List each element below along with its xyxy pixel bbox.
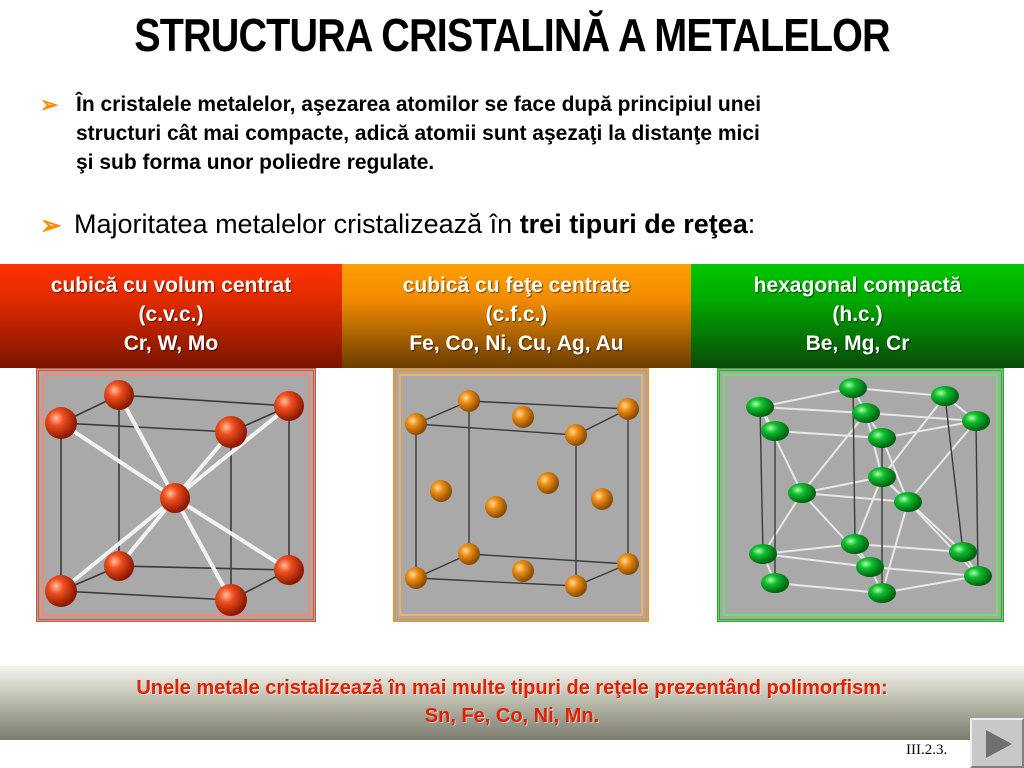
bullet-line-3: şi sub forma unor poliedre regulate. (76, 151, 435, 174)
lattice-name: cubică cu feţe centrate (402, 274, 631, 297)
next-slide-icon (986, 730, 1012, 758)
bullet-compact-structure (40, 90, 1015, 177)
fcc-lattice-image (393, 368, 649, 622)
polymorphism-note (0, 666, 1024, 740)
lattice-name: hexagonal compactă (753, 274, 962, 297)
bullet-text: Majoritatea metalelor cristalizează în (74, 209, 520, 239)
bullet-colon: : (747, 209, 756, 239)
bullet-emphasis: trei tipuri de reţea (519, 209, 748, 239)
lattice-metals: Be, Mg, Cr (805, 332, 910, 355)
arrow-right-icon: ➢ (40, 92, 59, 117)
lattice-abbr: (h.c.) (832, 303, 883, 326)
header-bcc (0, 264, 342, 368)
note-line-2: Sn, Fe, Co, Ni, Mn. (424, 705, 600, 727)
header-hcp (691, 264, 1024, 368)
bcc-lattice-image (36, 368, 316, 622)
arrow-right-icon: ➢ (40, 210, 62, 240)
bullet-line-1: În cristalele metalelor, aşezarea atomilor se face după principiul unei (76, 93, 762, 116)
hcp-lattice-image (717, 368, 1004, 622)
lattice-abbr: (c.f.c.) (485, 303, 548, 326)
lattice-metals: Cr, W, Mo (123, 332, 219, 355)
lattice-metals: Fe, Co, Ni, Cu, Ag, Au (409, 332, 624, 355)
lattice-name: cubică cu volum centrat (50, 274, 292, 297)
bcc-lattice-illustration (39, 371, 313, 619)
next-slide-button[interactable] (970, 718, 1024, 768)
note-line-1: Unele metale cristalizează în mai multe tipuri de reţele prezentând polimorfism: (136, 677, 888, 699)
slide-title: STRUCTURA CRISTALINĂ A METALELOR (134, 9, 890, 61)
hcp-lattice-illustration (720, 371, 1001, 619)
bullet-lattice-types (40, 207, 1000, 241)
fcc-lattice-illustration (396, 371, 646, 619)
lattice-abbr: (c.v.c.) (138, 303, 204, 326)
bullet-line-2: structuri cât mai compacte, adică atomii sunt aşezaţi la distanţe mici (76, 122, 760, 145)
header-fcc (342, 264, 691, 368)
slide-number: III.2.3. (906, 742, 948, 758)
